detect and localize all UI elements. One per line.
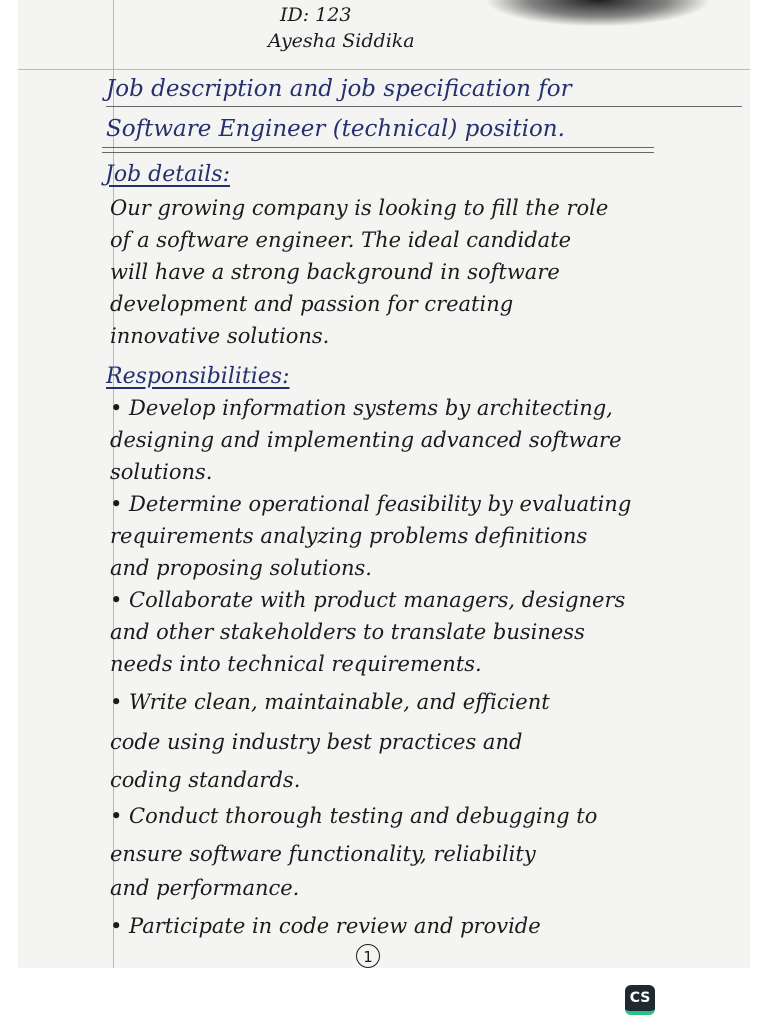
responsibility-line: • Collaborate with product managers, designers: [110, 588, 626, 612]
responsibility-line: and proposing solutions.: [110, 556, 372, 580]
responsibility-line: • Develop information systems by architecting,: [110, 396, 613, 420]
responsibility-line: needs into technical requirements.: [110, 652, 482, 676]
title-underline-1: [106, 106, 742, 107]
header-rule: [18, 69, 750, 70]
job-details-line: development and passion for creating: [110, 292, 514, 316]
job-details-line: of a software engineer. The ideal candidate: [110, 228, 572, 252]
responsibility-line: • Conduct thorough testing and debugging to: [110, 804, 598, 828]
responsibility-line: solutions.: [110, 460, 213, 484]
student-name: Ayesha Siddika: [268, 30, 415, 52]
photo-shadow: [488, 0, 708, 26]
responsibility-line: coding standards.: [110, 768, 301, 792]
student-id: ID: 123: [280, 4, 352, 26]
job-details-line: will have a strong background in software: [110, 260, 560, 284]
page-number: 1: [356, 944, 380, 968]
job-details-line: Our growing company is looking to fill the role: [110, 196, 609, 220]
responsibilities-heading: Responsibilities:: [106, 364, 290, 389]
responsibility-line: • Participate in code review and provide: [110, 914, 541, 938]
responsibility-line: and performance.: [110, 876, 300, 900]
title-underline-2: [102, 147, 654, 148]
camscanner-logo: CS: [625, 985, 655, 1015]
responsibility-line: requirements analyzing problems definitions: [110, 524, 588, 548]
responsibility-line: ensure software functionality, reliability: [110, 842, 536, 866]
title-line-2: Software Engineer (technical) position.: [106, 116, 565, 142]
responsibility-line: code using industry best practices and: [110, 730, 523, 754]
responsibility-line: • Determine operational feasibility by evaluating: [110, 492, 632, 516]
job-details-line: innovative solutions.: [110, 324, 330, 348]
responsibility-line: designing and implementing advanced software: [110, 428, 622, 452]
job-details-heading: Job details:: [105, 162, 230, 187]
responsibility-line: and other stakeholders to translate business: [110, 620, 585, 644]
title-line-1: Job description and job specification for: [106, 76, 572, 102]
title-underline-3: [102, 152, 654, 153]
notebook-page: [18, 0, 750, 968]
responsibility-line: • Write clean, maintainable, and efficient: [110, 690, 550, 714]
